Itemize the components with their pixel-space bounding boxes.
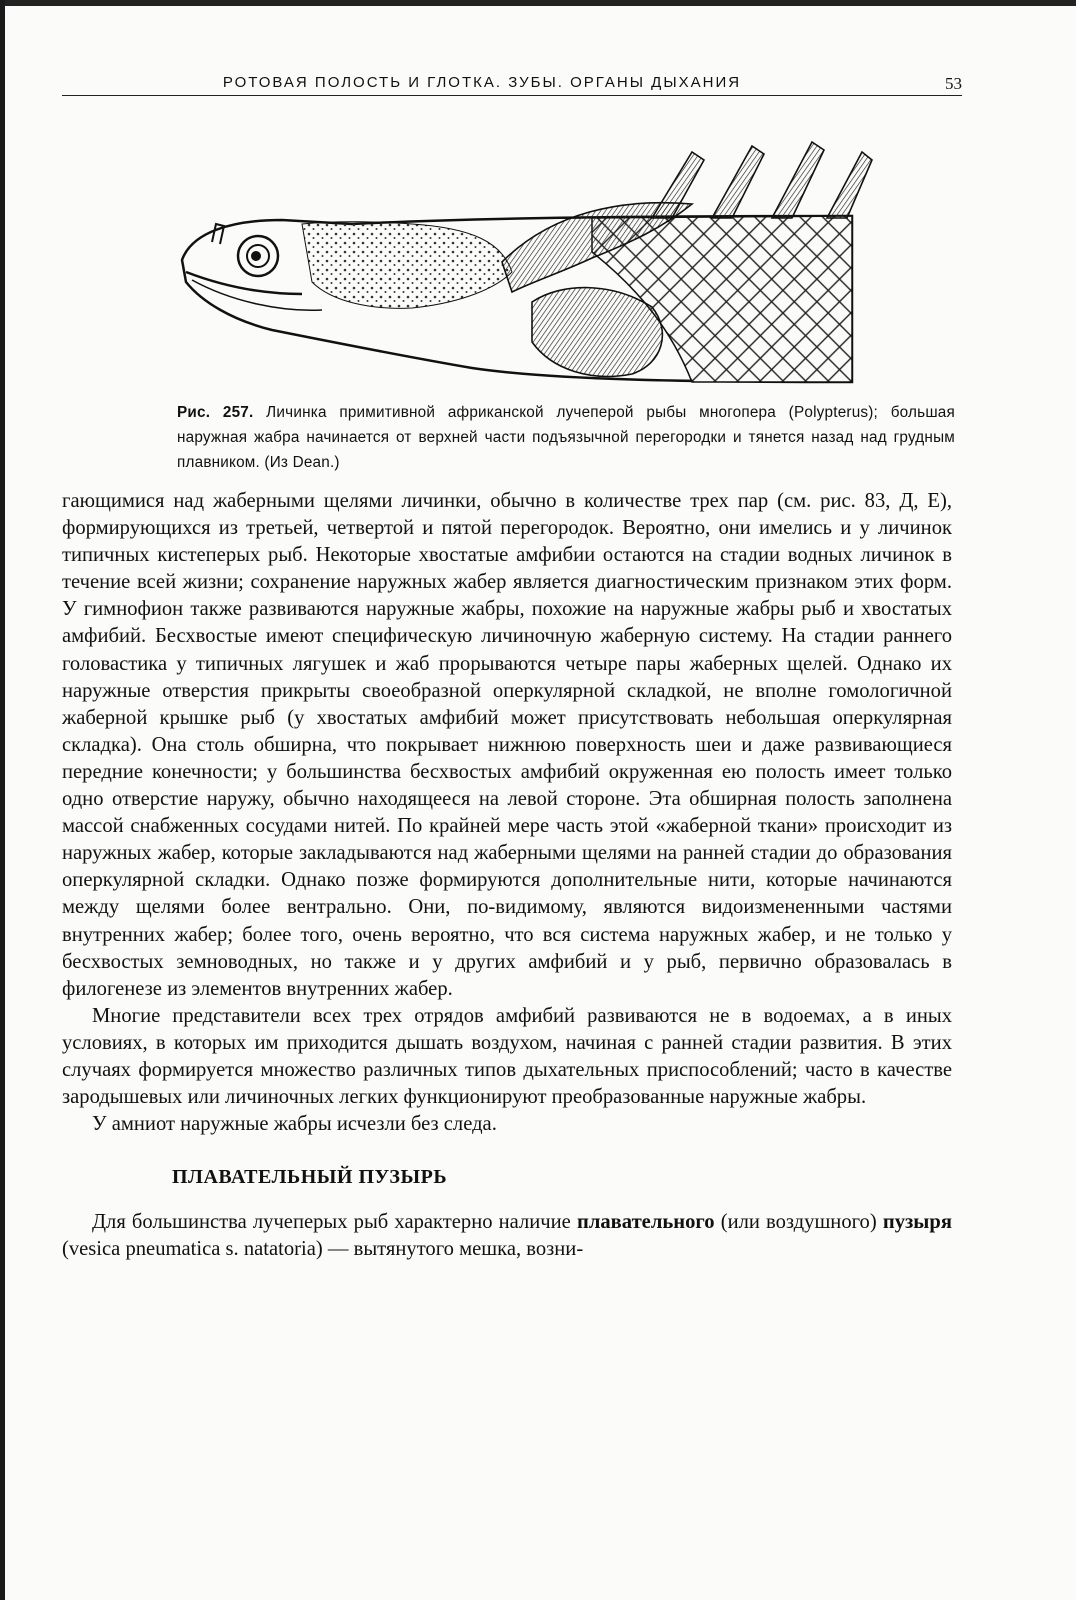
running-header: [62, 74, 962, 96]
p4-end: (vesica pneumatica s. natatoria) — вытянутого мешка, возни-: [62, 1238, 584, 1261]
paragraph-4: [62, 1209, 952, 1263]
term-swim-bladder: плавательного: [576, 1211, 715, 1234]
paragraph-2: Многие представители всех трех отрядов амфибий развиваются не в водоемах, а в иных условиях, в которых им приходится дышать воздухом, начиная с ранней стадии развития. В этих случаях формируется множество различных типов дыхательных приспособлений; часто в качестве зародышевых или личиночных легких функционируют преобразованные наружные жабры.: [62, 1004, 952, 1109]
running-title: РОТОВАЯ ПОЛОСТЬ И ГЛОТКА. ЗУБЫ. ОРГАНЫ ДЫХАНИЯ: [222, 74, 742, 91]
scan-binding-edge: [0, 0, 5, 1600]
page-number: 53: [945, 74, 962, 93]
fish-larva-illustration: [172, 132, 882, 392]
main-text: [62, 488, 952, 1264]
term-bladder: пузыря: [882, 1211, 952, 1234]
figure-number: Рис. 257.: [177, 404, 254, 421]
figure-caption-text: Личинка примитивной африканской лучеперой рыбы многопера (Polypterus); большая наружная жабра начинается от верхней части подъязычной перегородки и тянется назад над грудным плавником. (Из Dean.): [177, 404, 955, 471]
figure-polypterus-larva: [172, 132, 882, 392]
p4-start: Для большинства лучеперых рыб характерно наличие: [92, 1211, 571, 1234]
eye-pupil: [251, 251, 261, 261]
scan-top-edge: [0, 0, 1076, 6]
section-heading: ПЛАВАТЕЛЬНЫЙ ПУЗЫРЬ: [172, 1166, 448, 1189]
paragraph-3: У амниот наружные жабры исчезли без следа.: [92, 1113, 497, 1136]
figure-caption: [177, 400, 955, 475]
p4-mid: (или воздушного): [720, 1211, 877, 1234]
paragraph-1: гающимися над жаберными щелями личинки, обычно в количестве трех пар (см. рис. 83, Д, Е), формирующихся из третьей, четвертой и пятой перегородок. Вероятно, они имелись и у личинок типичных кистеперых рыб. Некоторые хвостатые амфибии остаются на стадии водных личинок в течение всей жизни; сохранение наружных жабер является диагностическим признаком этих форм. У гимнофион также развиваются наружные жабры, похожие на наружные жабры рыб и хвостатых амфибий. Бесхвостые имеют специфическую личиночную жаберную систему. На стадии раннего головастика у типичных лягушек и жаб прорываются четыре пары жаберных щелей. Однако их наружные отверстия прикрыты своеобразной оперкулярной складкой, не вполне гомологичной жаберной крышке рыб (у хвостатых амфибий может присутствовать небольшая оперкулярная складка). Она столь обширна, что покрывает нижнюю поверхность шеи и даже развивающиеся передние конечности; у большинства бесхвостых амфибий окруженная ею полость имеет только одно отверстие наружу, обычно находящееся на левой стороне. Эта обширная полость заполнена массой снабженных сосудами нитей. По крайней мере часть этой «жаберной ткани» происходит из наружных жабер, которые закладываются над жаберными щелями на ранней стадии до образования оперкулярной складки. Однако позже формируются дополнительные нити, которые начинаются между щелями более вентрально. Они, по-видимому, являются видоизмененными частями внутренних жабер; более того, очень вероятно, что вся система наружных жабер, и не только у бесхвостых земноводных, но также и у других амфибий и у рыб, первично образовалась в филогенезе из элементов внутренних жабер.: [62, 490, 952, 1000]
